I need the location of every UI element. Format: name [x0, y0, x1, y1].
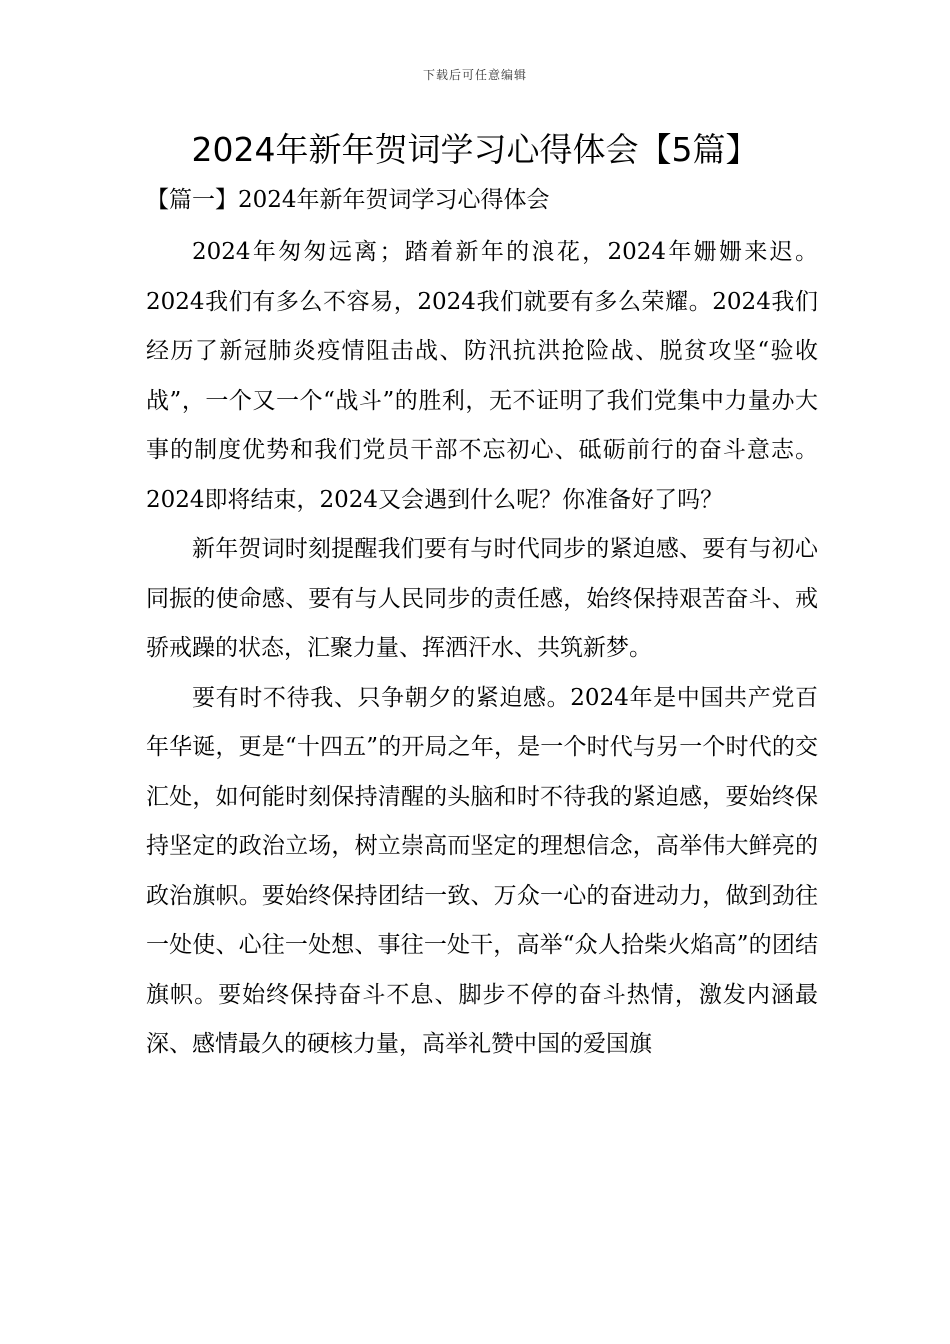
paragraph-3: 要有时不待我、只争朝夕的紧迫感。2024年是中国共产党百年华诞，更是“十四五”的开局之年，是一个时代与另一个时代的交汇处，如何能时刻保持清醒的头脑和时不待我的紧迫感，要始终保持坚定的政治立场，树立崇高而坚定的理想信念，高举伟大鲜亮的政治旗帜。要始终保持团结一致、万众一心的奋进动力，做到劲往一处使、心往一处想、事往一处干，高举“众人拾柴火焰高”的团结旗帜。要始终保持奋斗不息、脚步不停的奋斗热情，激发内涵最深、感情最久的硬核力量，高举礼赞中国的爱国旗 — [146, 684, 818, 1057]
document-title: 2024年新年贺词学习心得体会【5篇】 — [191, 130, 759, 169]
body-text — [146, 228, 818, 1070]
section-heading: 【篇一】2024年新年贺词学习心得体会 — [146, 187, 550, 213]
header-note: 下载后可任意编辑 — [422, 68, 527, 82]
paragraph-2: 新年贺词时刻提醒我们要有与时代同步的紧迫感、要有与初心同振的使命感、要有与人民同步的责任感，始终保持艰苦奋斗、戒骄戒躁的状态，汇聚力量、挥洒汗水、共筑新梦。 — [146, 536, 818, 661]
paragraph-1: 2024年匆匆远离；踏着新年的浪花，2024年姗姗来迟。2024我们有多么不容易，2024我们就要有多么荣耀。2024我们经历了新冠肺炎疫情阻击战、防汛抗洪抢险战、脱贫攻坚“验收战”，一个又一个“战斗”的胜利，无不证明了我们党集中力量办大事的制度优势和我们党员干部不忘初心、砥砺前行的奋斗意志。2024即将结束，2024又会遇到什么呢？你准备好了吗？ — [146, 239, 818, 513]
